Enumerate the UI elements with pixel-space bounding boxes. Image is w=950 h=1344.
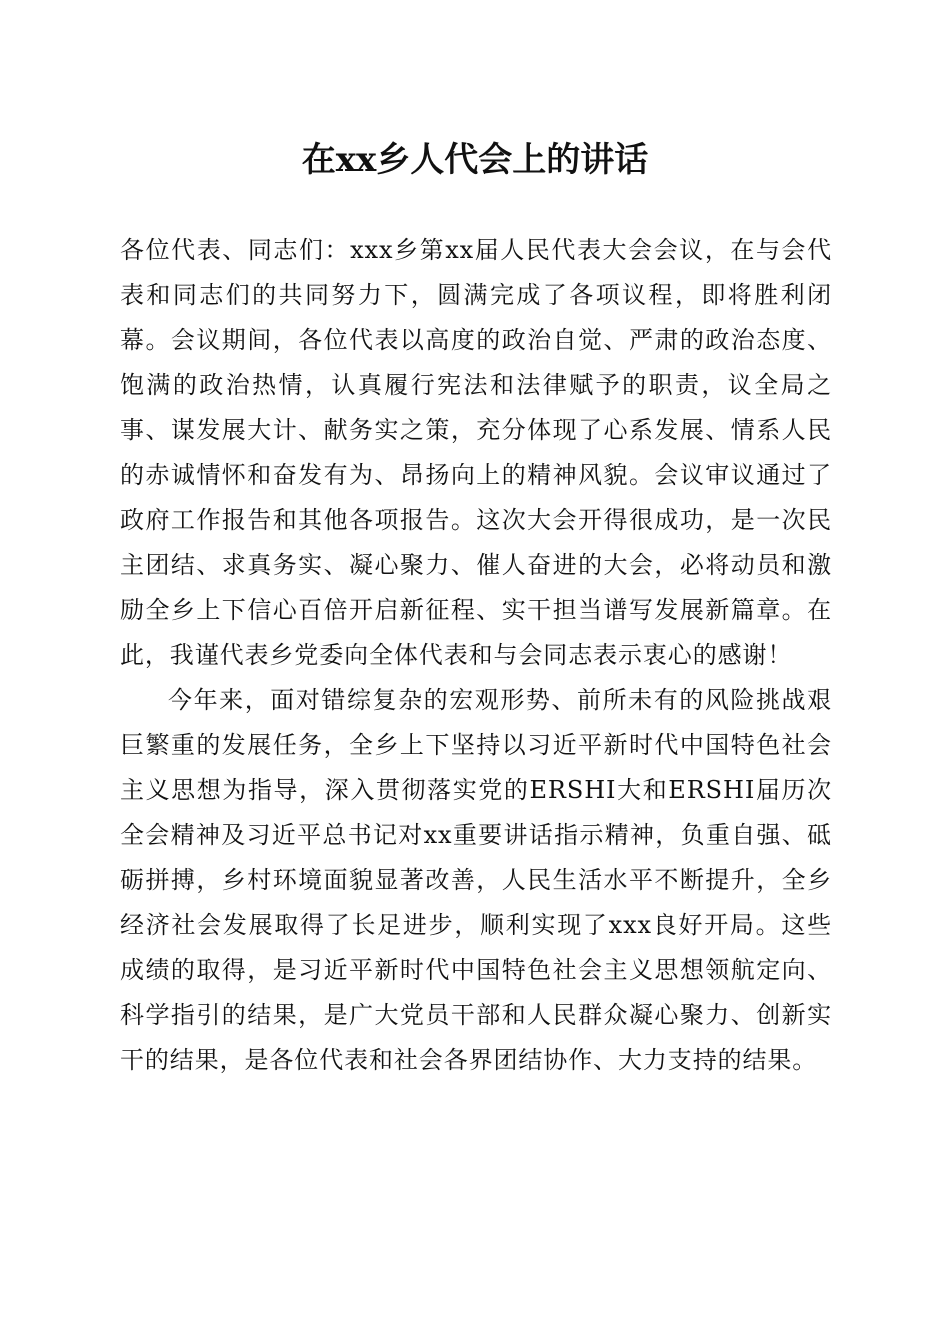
paragraph-achievements: 今年来，面对错综复杂的宏观形势、前所未有的风险挑战艰巨繁重的发展任务，全乡上下坚持以习近平新时代中国特色社会主义思想为指导，深入贯彻落实党的ERSHI大和ERSHI届历次全会精神及习近平总书记对xx重要讲话指示精神，负重自强、砥砺拼搏，乡村环境面貌显著改善，人民生活水平不断提升，全乡经济社会发展取得了长足进步，顺利实现了xxx良好开局。这些成绩的取得，是习近平新时代中国特色社会主义思想领航定向、科学指引的结果，是广大党员干部和人民群众凝心聚力、创新实干的结果，是各位代表和社会各界团结协作、大力支持的结果。 [120,686,832,1074]
document-title: 在xx乡人代会上的讲话 [301,140,649,180]
paragraph-opening: 各位代表、同志们：xxx乡第xx届人民代表大会会议，在与会代表和同志们的共同努力下，圆满完成了各项议程，即将胜利闭幕。会议期间，各位代表以高度的政治自觉、严肃的政治态度、饱满的政治热情，认真履行宪法和法律赋予的职责，议全局之事、谋发展大计、献务实之策，充分体现了心系发展、情系人民的赤诚情怀和奋发有为、昂扬向上的精神风貌。会议审议通过了政府工作报告和其他各项报告。这次大会开得很成功，是一次民主团结、求真务实、凝心聚力、催人奋进的大会，必将动员和激励全乡上下信心百倍开启新征程、实干担当谱写发展新篇章。在此，我谨代表乡党委向全体代表和与会同志表示衷心的感谢！ [120,236,832,669]
document-body [120,228,832,1083]
